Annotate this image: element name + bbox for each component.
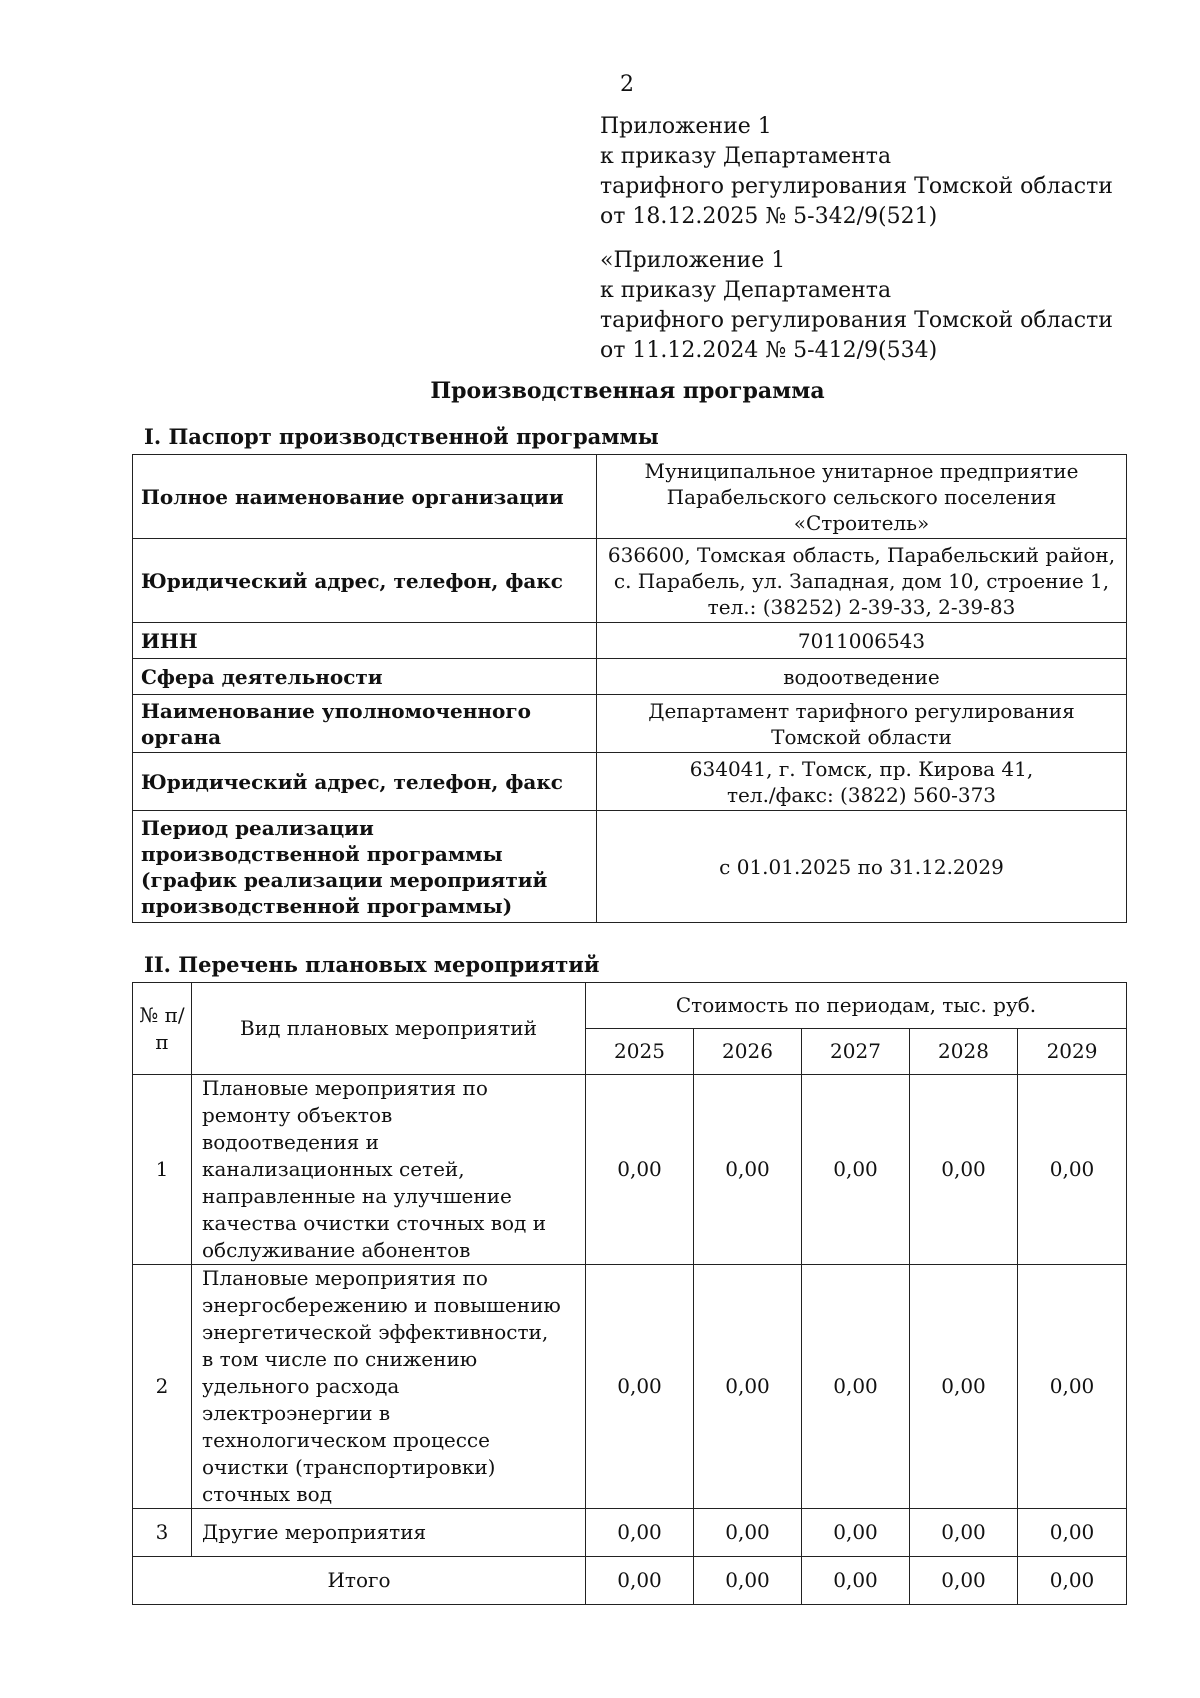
passport-value: 634041, г. Томск, пр. Кирова 41, тел./факс: (3822) 560-373	[597, 753, 1127, 811]
cost-value: 0,00	[802, 1509, 910, 1557]
annex-line: к приказу Департамента	[600, 144, 892, 169]
table-header-row	[133, 983, 1127, 1029]
row-number: 2	[133, 1265, 192, 1509]
annex-header-current	[600, 112, 1160, 232]
annex-line: от 18.12.2025 № 5-342/9(521)	[600, 204, 938, 229]
passport-value: 636600, Томская область, Парабельский район, с. Парабель, ул. Западная, дом 10, строение 1, тел.: (38252) 2-39-33, 2-39-83	[597, 539, 1127, 623]
table-row	[133, 811, 1127, 923]
table-row	[133, 1509, 1127, 1557]
passport-key: Сфера деятельности	[133, 659, 597, 695]
passport-key: Юридический адрес, телефон, факс	[133, 539, 597, 623]
cost-value: 0,00	[694, 1075, 802, 1265]
column-header-cost: Стоимость по периодам, тыс. руб.	[586, 983, 1127, 1029]
measure-name: Плановые мероприятия по энергосбережению и повышению энергетической эффективности, в том числе по снижению удельного расхода электроэнергии в технологическом процессе очистки (транспортировки) сточных вод	[192, 1265, 586, 1509]
cost-value: 0,00	[1018, 1075, 1127, 1265]
cost-value: 0,00	[802, 1075, 910, 1265]
section-heading-measures: II. Перечень плановых мероприятий	[144, 952, 600, 977]
passport-value: 7011006543	[597, 623, 1127, 659]
column-header-year: 2025	[586, 1029, 694, 1075]
passport-key: Наименование уполномоченного органа	[133, 695, 597, 753]
cost-value: 0,00	[694, 1509, 802, 1557]
column-header-year: 2029	[1018, 1029, 1127, 1075]
cost-value: 0,00	[910, 1509, 1018, 1557]
row-number: 3	[133, 1509, 192, 1557]
passport-value: Департамент тарифного регулирования Томской области	[597, 695, 1127, 753]
passport-key: Полное наименование организации	[133, 455, 597, 539]
total-value: 0,00	[802, 1557, 910, 1605]
annex-line: от 11.12.2024 № 5-412/9(534)	[600, 338, 938, 363]
table-row	[133, 1265, 1127, 1509]
cost-value: 0,00	[1018, 1509, 1127, 1557]
total-label: Итого	[133, 1557, 586, 1605]
cost-value: 0,00	[586, 1075, 694, 1265]
table-row	[133, 659, 1127, 695]
total-value: 0,00	[586, 1557, 694, 1605]
column-header-year: 2028	[910, 1029, 1018, 1075]
document-title: Производственная программа	[430, 378, 825, 404]
column-header-type: Вид плановых мероприятий	[192, 983, 586, 1075]
table-row	[133, 539, 1127, 623]
table-row	[133, 1075, 1127, 1265]
passport-value: с 01.01.2025 по 31.12.2029	[597, 811, 1127, 923]
table-row	[133, 695, 1127, 753]
column-header-year: 2027	[802, 1029, 910, 1075]
table-row	[133, 753, 1127, 811]
annex-line: к приказу Департамента	[600, 278, 892, 303]
measure-name: Другие мероприятия	[192, 1509, 586, 1557]
passport-table	[132, 454, 1127, 923]
measures-table	[132, 982, 1127, 1605]
annex-line: тарифного регулирования Томской области	[600, 308, 1113, 333]
table-row	[133, 455, 1127, 539]
total-value: 0,00	[694, 1557, 802, 1605]
passport-value: водоотведение	[597, 659, 1127, 695]
column-header-number: № п/п	[133, 983, 192, 1075]
annex-line: Приложение 1	[600, 114, 772, 139]
cost-value: 0,00	[910, 1075, 1018, 1265]
total-value: 0,00	[1018, 1557, 1127, 1605]
row-number: 1	[133, 1075, 192, 1265]
annex-header-previous	[600, 246, 1160, 366]
measure-name: Плановые мероприятия по ремонту объектов водоотведения и канализационных сетей, направленные на улучшение качества очистки сточных вод и обслуживание абонентов	[192, 1075, 586, 1265]
cost-value: 0,00	[694, 1265, 802, 1509]
annex-line: тарифного регулирования Томской области	[600, 174, 1113, 199]
passport-value: Муниципальное унитарное предприятие Парабельского сельского поселения «Строитель»	[597, 455, 1127, 539]
section-heading-passport: I. Паспорт производственной программы	[144, 424, 659, 449]
total-value: 0,00	[910, 1557, 1018, 1605]
passport-key: ИНН	[133, 623, 597, 659]
annex-line: «Приложение 1	[600, 248, 786, 273]
table-total-row	[133, 1557, 1127, 1605]
page-number: 2	[620, 72, 634, 97]
cost-value: 0,00	[802, 1265, 910, 1509]
passport-key: Период реализации производственной программы (график реализации мероприятий производственной программы)	[133, 811, 597, 923]
column-header-year: 2026	[694, 1029, 802, 1075]
cost-value: 0,00	[586, 1265, 694, 1509]
cost-value: 0,00	[910, 1265, 1018, 1509]
table-row	[133, 623, 1127, 659]
cost-value: 0,00	[586, 1509, 694, 1557]
cost-value: 0,00	[1018, 1265, 1127, 1509]
passport-key: Юридический адрес, телефон, факс	[133, 753, 597, 811]
